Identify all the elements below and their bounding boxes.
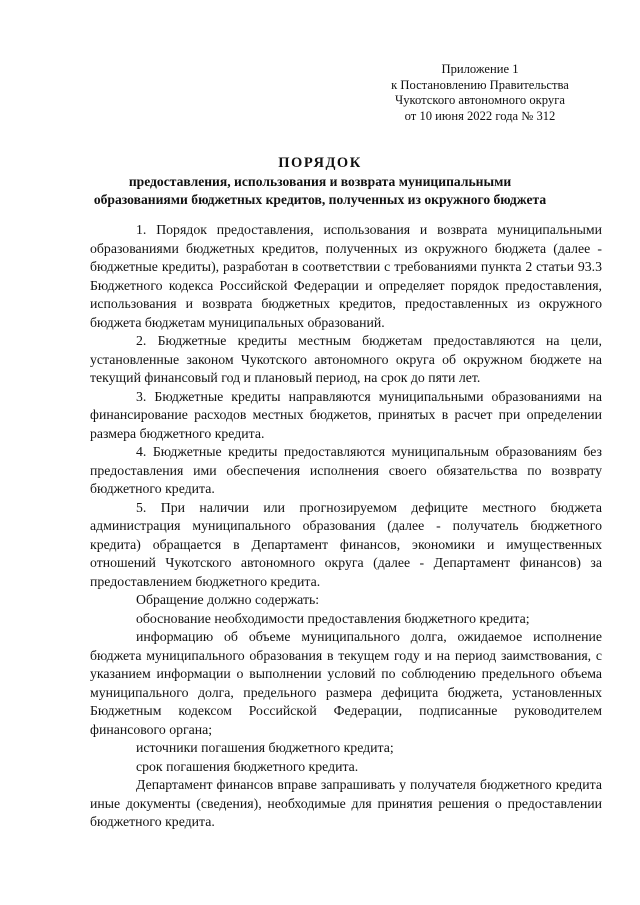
appendix-line: Приложение 1 bbox=[441, 62, 519, 76]
paragraph: 5. При наличии или прогнозируемом дефиците местного бюджета администрация муниципального образования (далее - получатель бюджетного кредита) обращается в Департамент финансов, экономики и имущественных отношений Чукотского автономного округа (далее - Департамент финансов) за предоставлением бюджетного кредита. bbox=[90, 499, 602, 589]
paragraph: обоснование необходимости предоставления бюджетного кредита; bbox=[136, 610, 530, 626]
appendix-line: Чукотского автономного округа bbox=[395, 93, 565, 107]
paragraph: 1. Порядок предоставления, использования и возврата муниципальными образованиями бюджетных кредитов, полученных из окружного бюджета (далее - бюджетные кредиты), разработан в соответствии с требованиями пункта 2 статьи 93.3 Бюджетного кодекса Российской Федерации и определяет порядок предоставления, использования и возврата бюджетных кредитов, предоставленных из окружного бюджета бюджетам муниципальных образований. bbox=[90, 222, 602, 330]
paragraph: 2. Бюджетные кредиты местным бюджетам предоставляются на цели, установленные законом Чукотского автономного округа об окружном бюджете на текущий финансовый год и плановый период, на срок до пяти лет. bbox=[90, 333, 602, 385]
title-main: ПОРЯДОК bbox=[278, 155, 362, 171]
paragraph: информацию об объеме муниципального долга, ожидаемое исполнение бюджета муниципального образования в текущем году и на период заимствования, с указанием информации о выполнении условий по соблюдению предельного объема муниципального долга, предельного размера дефицита бюджета, установленных Бюджетным кодексом Российской Федерации, подписанные руководителем финансового органа; bbox=[90, 629, 602, 737]
paragraph: Обращение должно содержать: bbox=[136, 592, 320, 607]
paragraph: 4. Бюджетные кредиты предоставляются муниципальным образованиям без предоставления ими обеспечения исполнения своего обязательства по возврату бюджетного кредита. bbox=[90, 444, 602, 496]
paragraph: источники погашения бюджетного кредита; bbox=[136, 740, 394, 755]
appendix-header bbox=[380, 62, 580, 124]
appendix-line: от 10 июня 2022 года № 312 bbox=[404, 108, 556, 123]
paragraph: срок погашения бюджетного кредита. bbox=[136, 758, 359, 774]
document-body bbox=[90, 221, 602, 832]
appendix-line: к Постановлению Правительства bbox=[391, 77, 569, 92]
title-subtitle: предоставления, использования и возврата муниципальными bbox=[128, 174, 512, 189]
document-title bbox=[0, 154, 640, 209]
title-subtitle: образованиями бюджетных кредитов, полученных из окружного бюджета bbox=[93, 192, 547, 207]
paragraph: Департамент финансов вправе запрашивать у получателя бюджетного кредита иные документы (сведения), необходимые для принятия решения о предоставлении бюджетного кредита. bbox=[90, 777, 602, 829]
paragraph: 3. Бюджетные кредиты направляются муниципальными образованиями на финансирование расходов местных бюджетов, принятых в расчет при определении размера бюджетного кредита. bbox=[90, 388, 602, 441]
